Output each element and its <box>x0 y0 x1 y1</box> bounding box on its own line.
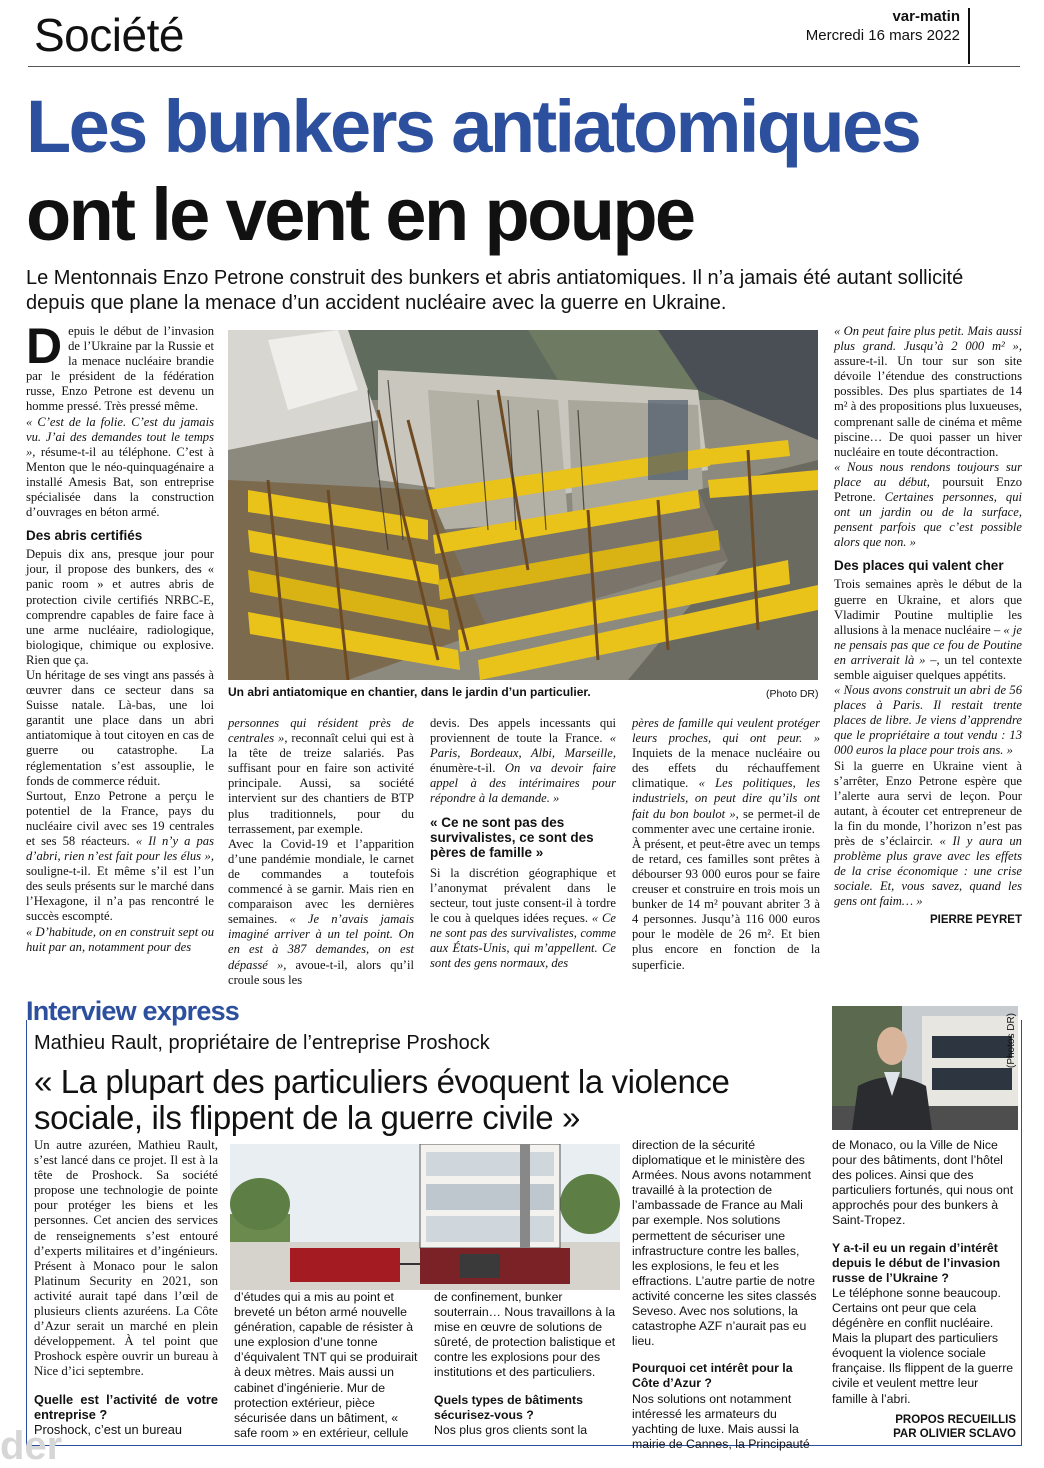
interview-subject: Mathieu Rault, propriétaire de l’entreprise Proshock <box>34 1032 490 1054</box>
answer-2-start: Nos plus gros clients sont la <box>434 1422 588 1437</box>
col3-quote-1: « Paris, Bordeaux, Albi, Marseille, <box>430 731 616 761</box>
header-rule <box>28 66 1020 67</box>
col4-p1-rest: se permet-il de commenter avec une certaine ironie. <box>632 806 820 836</box>
headline-line-2: ont le vent en poupe <box>26 173 694 256</box>
question-3: Pourquoi cet intérêt pour la Côte d’Azur ? <box>632 1361 793 1391</box>
col2-p1: reconnaît celui qui est à la tête de treize salariés. Pas suffisant pour en faire son activité principale. Aussi, sa société intervient sur des chantiers de BTP plus traditionnels, pour du terrassement, par exemple. <box>228 731 414 836</box>
col2-p2: Avec la Covid-19 et l’apparition d’une pandémie mondiale, le carnet de commandes a toutefois commencé à se garnir. Mais rien en comparaison avec les dernières semaines. <box>228 836 414 927</box>
col3-p2: Si la discrétion géographique et l’anonymat prévalent dans le secteur, tout juste consent-il à tordre le cou à quelques idées reçues. <box>430 865 616 925</box>
col1-p5: Surtout, Enzo Petrone a perçu le potentiel de la France, pays du nucléaire civil avec ses 19 centrales et ses 58 réacteurs. <box>26 788 214 848</box>
portrait-illustration <box>832 1006 1018 1130</box>
paper-name: var-matin <box>892 8 960 25</box>
article-lead: Le Mentonnais Enzo Petrone construit des bunkers et abris antiatomiques. Il n’a jamais été autant sollicité depuis que plane la menace d’un accident nucléaire avec la guerre en Ukraine. <box>26 267 964 314</box>
col3-quote-2: On va devoir faire appel à des intérimaires pour répondre à la demande. » <box>430 761 616 806</box>
article-column-5 <box>834 324 1022 929</box>
article-column-4 <box>632 716 820 973</box>
question-2: Quels types de bâtiments sécurisez-vous ? <box>434 1392 583 1422</box>
interview-column-5 <box>832 1138 1016 1441</box>
masthead <box>806 8 960 44</box>
signature-line-1: PROPOS RECUEILLIS <box>895 1413 1016 1426</box>
col1-quote-3: « D’habitude, on en construit sept ou huit par an, notamment pour des <box>26 924 214 954</box>
col4-p2: À présent, et peut-être avec un temps de retard, ces familles sont prêtes à débourser 93 000 euros pour se faire creuser et construire en trois mois un bunker de 14 m² pouvant abriter 3 à 4 personnes. Jusqu’à 116 000 euros pour le modèle de 26 m². Et bien plus encore en fonction de la superficie. <box>632 836 820 972</box>
col5-quote-1: « On peut faire plus petit. Mais aussi plus grand. Jusqu’à 2 000 m² », <box>834 324 1022 354</box>
question-4: Y a-t-il eu un regain d’intérêt depuis le début de l’invasion russe de l’Ukraine ? <box>832 1240 1001 1285</box>
answer-1-start: Proshock, c’est un bureau <box>34 1421 182 1437</box>
subhead-abris-certifies: Des abris certifiés <box>26 528 143 544</box>
col5-quote-4: « je ne pensais pas que ce fou de Poutine en arriverait là » <box>834 622 1022 667</box>
section-title: Société <box>34 9 184 61</box>
col1-p3: Depuis dix ans, presque jour pour jour, il propose des bunkers, des « panic room » et autres abris de protection civile certifiés NRBC-E, comprendre capables de faire face à une arme nucléaire, radiologique, biologique, chimique ou explosive. Rien que ça. <box>26 547 214 667</box>
col2-quote-2: « Je n’avais jamais imaginé arriver à un tel point. On en est à 387 demandes, on est dépassé », <box>228 912 414 972</box>
headline-line-1: Les bunkers antiatomiques <box>26 85 920 168</box>
col1-p2: résume-t-il au téléphone. C’est à Menton que le néo-quinquagénaire a installé Amesis Bat, son entreprise spécialisée dans la construction d’ouvrages en béton armé. <box>26 444 214 520</box>
col1-p5-rest: souligne-t-il. Et même s’il est l’un des seuls présents sur le marché dans l’Hexagone, il n’a pas rencontré le succès escompté. <box>26 864 214 924</box>
col1-p1: epuis le début de l’invasion de l’Ukraine par la Russie et la menace nucléaire brandie par le président de la fédération russe, Enzo Petrone est devenu un homme pressé. Très pressé même. <box>26 324 214 414</box>
building-render-image <box>230 1144 620 1290</box>
answer-3-start: Nos solutions ont notamment intéressé les armateurs du yachting de luxe. Mais aussi la mairie de Cannes, la Principauté <box>632 1391 810 1451</box>
interview-column-4 <box>632 1138 818 1452</box>
interview-column-3 <box>434 1290 620 1438</box>
pull-quote: « Ce ne sont pas des survivalistes, ce sont des pères de famille » <box>430 814 594 860</box>
col3-p1: devis. Des appels incessants qui proviennent de toute la France. <box>430 716 616 746</box>
interview-title: « La plupart des particuliers évoquent la violence sociale, ils flippent de la guerre civile » <box>34 1063 730 1136</box>
col4-quote-2: « Les politiques, les industriels, on peut dire qu’ils ont fait du bon boulot », <box>632 776 820 821</box>
col3-p1-rest: énumère-t-il. <box>430 761 496 776</box>
answer-1-continued: d’études qui a mis au point et breveté un béton armé nouvelle génération, capable de résister à une explosion d’une tonne d’équivalent TNT qui se produirait à deux mètres. Mais aussi un cabinet d’ingénierie. Mur de protection extérieur, pièce sécurisée dans un bâtiment, « safe room » en extérieur, cellule <box>234 1290 418 1440</box>
col5-quote-2: « Nous nous rendons toujours sur place au début, <box>834 459 1022 489</box>
subhead-places-cher: Des places qui valent cher <box>834 558 1004 574</box>
col2-quote-1: personnes qui résident près de centrales », <box>228 716 414 746</box>
watermark: der <box>0 1424 63 1468</box>
col5-p3: Trois semaines après le début de la guerre en Ukraine, et alors que Vladimir Poutine multiplie les allusions à la menace nucléaire – <box>834 577 1022 637</box>
interview-photo-credit: (Photos DR) <box>1006 1012 1017 1068</box>
drop-cap: D <box>26 318 63 374</box>
signature-line-2: PAR OLIVIER SCLAVO <box>893 1427 1016 1440</box>
building-render-illustration <box>230 1144 620 1290</box>
answer-3-end: de Monaco, ou la Ville de Nice pour des bâtiments, dont l’hôtel des polices. Ainsi que des particuliers fortunés, qui nous ont approchés pour des bunkers à Saint-Tropez. <box>832 1138 1014 1228</box>
question-1: Quelle est l’activité de votre entreprise ? <box>34 1391 218 1422</box>
answer-4: Le téléphone sonne beaucoup. Certains ont peur que cela dégénère en conflit nucléaire. Mais la plupart des particuliers évoquent la violence sociale française. Ils flippent de la guerre civile et veulent mettre leur famille à l’abri. <box>832 1285 1014 1406</box>
interview-intro: Un autre azuréen, Mathieu Rault, s’est lancé dans ce projet. Il est à la tête de Proshock. Sa société propose une technologie de pointe pour protéger les biens et les personnes. Cet ancien des services de renseignements s’est entouré d’experts militaires et d’ingénieurs. Présent à Monaco pour le salon Platinum Security en 2021, son activité aurait tapé dans l’œil de plusieurs clients azuréens. La Côte d’Azur serait un marché en plein développement. À tel point que Proshock espère ouvrir un bureau à Nice d’ici septembre. <box>34 1138 218 1379</box>
col5-p1: assure-t-il. Un tour sur son site dévoile l’étendue des constructions possibles. Des plus spartiates de 14 m² à des propositions plus luxueuses, comprenant salle de cinéma et même piscine… De quoi passer un hiver nucléaire en toute décontraction. <box>834 354 1022 459</box>
answer-2-continued: direction de la sécurité diplomatique et le ministère des Armées. Nous avons notamment travaillé à la protection de l’ambassade de France au Mali par exemple. Nos solutions permettent de sécuriser une infrastructure contre les balles, les explosions, le feu et les effractions. L’autre partie de notre activité concerne les sites classés Seveso. Avec nos solutions, la catastrophe AZF n’aurait pas eu lieu. <box>632 1138 817 1349</box>
interview-column-1 <box>34 1138 218 1437</box>
col5-p5: Si la guerre en Ukraine vient à s’arrêter, Enzo Petrone espère que l’alerte aura servi de leçon. Pour autant, à écouter cet entrepreneur de la fin du monde, l’horizon n’est pas près de s’éclaircir. <box>834 758 1022 848</box>
photo-caption: Un abri antiatomique en chantier, dans le jardin d’un particulier. <box>228 685 591 699</box>
col4-p1: Inquiets de la menace nucléaire ou des effets du réchauffement climatique. <box>632 746 820 791</box>
col1-quote-1: « C’est de la folie. C’est du jamais vu. J’ai des demandes tout le temps », <box>26 414 214 459</box>
issue-date: Mercredi 16 mars 2022 <box>805 27 960 44</box>
article-signature: PIERRE PEYRET <box>929 914 1022 927</box>
bunker-construction-photo <box>228 330 818 680</box>
col5-quote-3: Certaines personnes, qui ont un jardin ou de la surface, pensent parfois que c’est possible alors que non. » <box>834 490 1022 550</box>
article-column-1 <box>26 318 214 955</box>
col3-quote-3: « Ce ne sont pas des survivalistes, comme aux États-Unis, qui m’appellent. Ce sont des gens normaux, des <box>430 910 616 971</box>
photo-credit: (Photo DR) <box>766 688 819 700</box>
col5-quote-5: « Nous avons construit un abri de 56 places à Paris. Il restait trente places de libre. Je viens d’apprendre que le propriétaire a tout vendu : 13 000 euros la place pour trois ans. » <box>834 683 1022 758</box>
article-column-3 <box>430 716 616 971</box>
header-divider <box>968 8 970 64</box>
col1-p4: Un héritage de ses vingt ans passés à œuvrer dans ce secteur dans sa Suisse natale. Là-bas, une loi garantit une place dans un abri antiatomique à tout citoyen en cas de guerre ou catastrophe. La réglementation s’est assouplie, le fonds de commerce réduit. <box>26 667 214 788</box>
answer-1-end: de confinement, bunker souterrain… Nous travaillons à la mise en œuvre de solutions de sûreté, de protection balistique et contre les explosions pour des institutions et des particuliers. <box>434 1290 616 1380</box>
interview-label: Interview express <box>26 996 240 1026</box>
portrait-photo <box>832 1006 1018 1130</box>
interview-column-2 <box>234 1290 420 1441</box>
bunker-construction-illustration <box>228 330 818 680</box>
col4-quote-1: pères de famille qui veulent protéger leurs proches, qui ont peur. » <box>632 716 820 746</box>
col5-p2: poursuit Enzo Petrone. <box>834 474 1022 505</box>
col5-quote-6: « Il y aura un problème plus grave avec les effets de la crise économique : une crise sociale. Et, vous savez, quand les gens ont faim… » <box>834 834 1022 909</box>
col5-p3-rest: –, un tel contexte semble aiguiser quelques appétits. <box>834 652 1022 682</box>
interview-signature <box>832 1413 1016 1441</box>
article-column-2 <box>228 716 414 988</box>
col2-p2-rest: avoue-t-il, alors qu’il croule sous les <box>228 957 414 987</box>
col1-quote-2: « Il n’y a pas d’abri, rien n’est fait pour les élus », <box>26 834 214 864</box>
